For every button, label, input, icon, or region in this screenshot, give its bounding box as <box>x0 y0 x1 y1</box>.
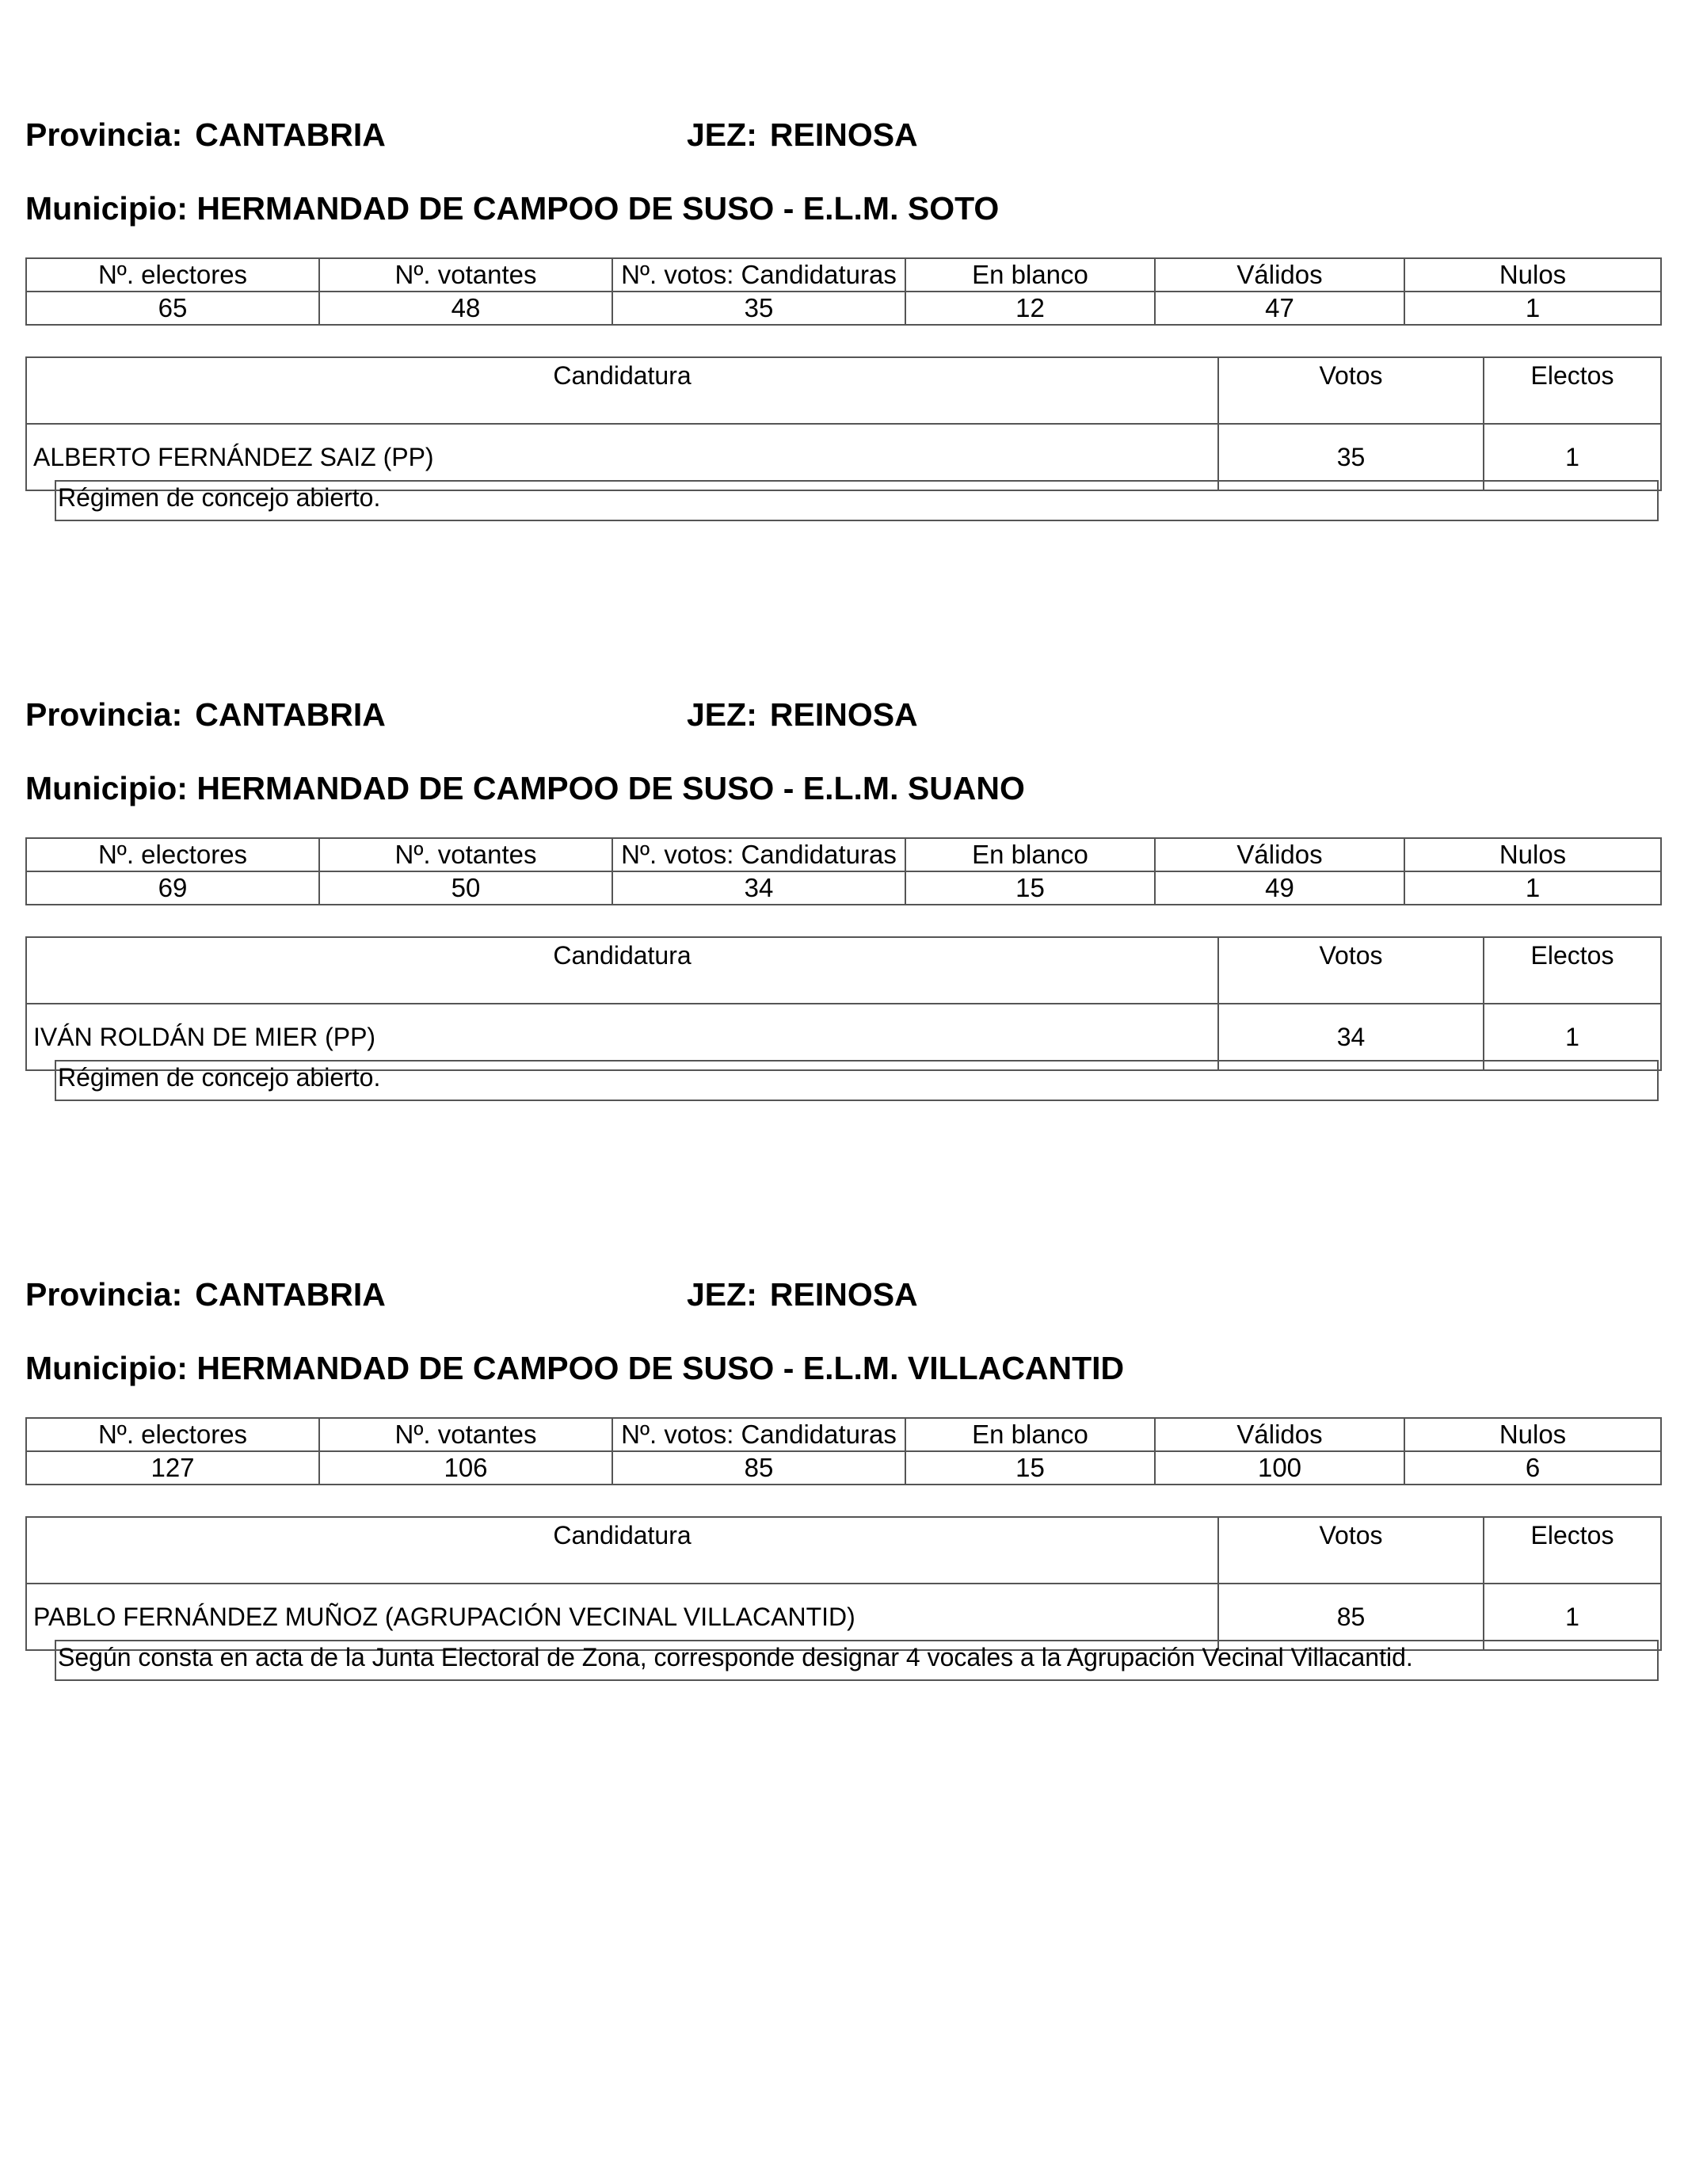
stats-value-row <box>26 1451 1661 1485</box>
stats-table <box>25 1417 1662 1485</box>
provincia-label: Provincia: <box>25 696 183 733</box>
stats-header: En blanco <box>905 258 1155 292</box>
candidates-header-row <box>26 937 1661 1004</box>
provincia-line <box>25 116 386 153</box>
municipio-label: Municipio: <box>25 1350 188 1386</box>
stats-header: Válidos <box>1155 258 1404 292</box>
stats-header: Nº. votos: Candidaturas <box>612 838 905 871</box>
provincia-line <box>25 1276 386 1313</box>
municipality-section <box>25 116 1660 594</box>
candidatura-header: Candidatura <box>26 937 1218 1004</box>
stats-value: 6 <box>1404 1451 1661 1485</box>
candidates-table <box>25 356 1662 491</box>
stats-value: 12 <box>905 292 1155 325</box>
stats-header: En blanco <box>905 838 1155 871</box>
candidatura-header: Candidatura <box>26 357 1218 424</box>
municipio-value: HERMANDAD DE CAMPOO DE SUSO - E.L.M. VILLACANTID <box>196 1350 1125 1386</box>
votos-header: Votos <box>1218 937 1484 1004</box>
provincia-label: Provincia: <box>25 1276 183 1313</box>
municipality-section <box>25 696 1660 1174</box>
stats-value: 48 <box>319 292 612 325</box>
candidate-electos: 1 <box>1484 1004 1661 1070</box>
stats-value: 15 <box>905 1451 1155 1485</box>
candidate-votos: 34 <box>1218 1004 1484 1070</box>
candidate-electos: 1 <box>1484 1584 1661 1650</box>
provincia-value: CANTABRIA <box>195 696 386 733</box>
provincia-label: Provincia: <box>25 116 183 153</box>
municipio-line <box>25 772 1025 805</box>
stats-value: 50 <box>319 871 612 905</box>
candidatura-header: Candidatura <box>26 1517 1218 1584</box>
votos-header: Votos <box>1218 357 1484 424</box>
candidates-table <box>25 936 1662 1071</box>
stats-value: 100 <box>1155 1451 1404 1485</box>
stats-header: Nulos <box>1404 258 1661 292</box>
stats-header: Válidos <box>1155 1418 1404 1451</box>
candidate-name: PABLO FERNÁNDEZ MUÑOZ (AGRUPACIÓN VECINAL VILLACANTID) <box>26 1584 1218 1650</box>
candidate-name: IVÁN ROLDÁN DE MIER (PP) <box>26 1004 1218 1070</box>
stats-value: 34 <box>612 871 905 905</box>
stats-value: 106 <box>319 1451 612 1485</box>
note-box: Régimen de concejo abierto. <box>55 1060 1659 1101</box>
stats-header: Nº. votos: Candidaturas <box>612 1418 905 1451</box>
municipio-line <box>25 192 999 225</box>
stats-header: Nº. votos: Candidaturas <box>612 258 905 292</box>
stats-value: 47 <box>1155 292 1404 325</box>
stats-table <box>25 837 1662 905</box>
candidates-table <box>25 1516 1662 1651</box>
stats-value: 127 <box>26 1451 319 1485</box>
electos-header: Electos <box>1484 1517 1661 1584</box>
stats-value: 85 <box>612 1451 905 1485</box>
stats-value-row <box>26 871 1661 905</box>
stats-value: 69 <box>26 871 319 905</box>
stats-value-row <box>26 292 1661 325</box>
candidate-votos: 85 <box>1218 1584 1484 1650</box>
jez-label: JEZ: <box>687 1276 757 1313</box>
candidate-name: ALBERTO FERNÁNDEZ SAIZ (PP) <box>26 424 1218 490</box>
stats-header-row <box>26 1418 1661 1451</box>
provincia-value: CANTABRIA <box>195 1276 386 1313</box>
stats-header: En blanco <box>905 1418 1155 1451</box>
candidates-header-row <box>26 357 1661 424</box>
jez-line <box>687 1276 918 1313</box>
electos-header: Electos <box>1484 937 1661 1004</box>
stats-value: 15 <box>905 871 1155 905</box>
municipio-line <box>25 1352 1124 1385</box>
jez-value: REINOSA <box>769 1276 918 1313</box>
stats-header: Nulos <box>1404 1418 1661 1451</box>
municipio-value: HERMANDAD DE CAMPOO DE SUSO - E.L.M. SUANO <box>196 770 1025 806</box>
stats-table <box>25 257 1662 326</box>
candidate-electos: 1 <box>1484 424 1661 490</box>
stats-header: Nulos <box>1404 838 1661 871</box>
stats-header: Nº. electores <box>26 1418 319 1451</box>
stats-header-row <box>26 258 1661 292</box>
stats-value: 49 <box>1155 871 1404 905</box>
note-box: Régimen de concejo abierto. <box>55 480 1659 521</box>
municipality-section <box>25 1276 1660 1754</box>
stats-header-row <box>26 838 1661 871</box>
jez-line <box>687 116 918 153</box>
provincia-line <box>25 696 386 733</box>
stats-header: Válidos <box>1155 838 1404 871</box>
municipio-label: Municipio: <box>25 770 188 806</box>
municipio-label: Municipio: <box>25 190 188 227</box>
municipio-value: HERMANDAD DE CAMPOO DE SUSO - E.L.M. SOTO <box>196 190 1000 227</box>
stats-header: Nº. electores <box>26 838 319 871</box>
jez-line <box>687 696 918 733</box>
stats-header: Nº. votantes <box>319 838 612 871</box>
stats-value: 35 <box>612 292 905 325</box>
electos-header: Electos <box>1484 357 1661 424</box>
stats-header: Nº. votantes <box>319 258 612 292</box>
jez-label: JEZ: <box>687 116 757 153</box>
stats-value: 1 <box>1404 292 1661 325</box>
candidate-votos: 35 <box>1218 424 1484 490</box>
votos-header: Votos <box>1218 1517 1484 1584</box>
jez-value: REINOSA <box>769 116 918 153</box>
stats-header: Nº. electores <box>26 258 319 292</box>
provincia-value: CANTABRIA <box>195 116 386 153</box>
stats-header: Nº. votantes <box>319 1418 612 1451</box>
stats-value: 65 <box>26 292 319 325</box>
jez-label: JEZ: <box>687 696 757 733</box>
stats-value: 1 <box>1404 871 1661 905</box>
candidates-header-row <box>26 1517 1661 1584</box>
jez-value: REINOSA <box>769 696 918 733</box>
note-box: Según consta en acta de la Junta Electoral de Zona, corresponde designar 4 vocales a la Agrupación Vecinal Villacantid. <box>55 1640 1659 1681</box>
